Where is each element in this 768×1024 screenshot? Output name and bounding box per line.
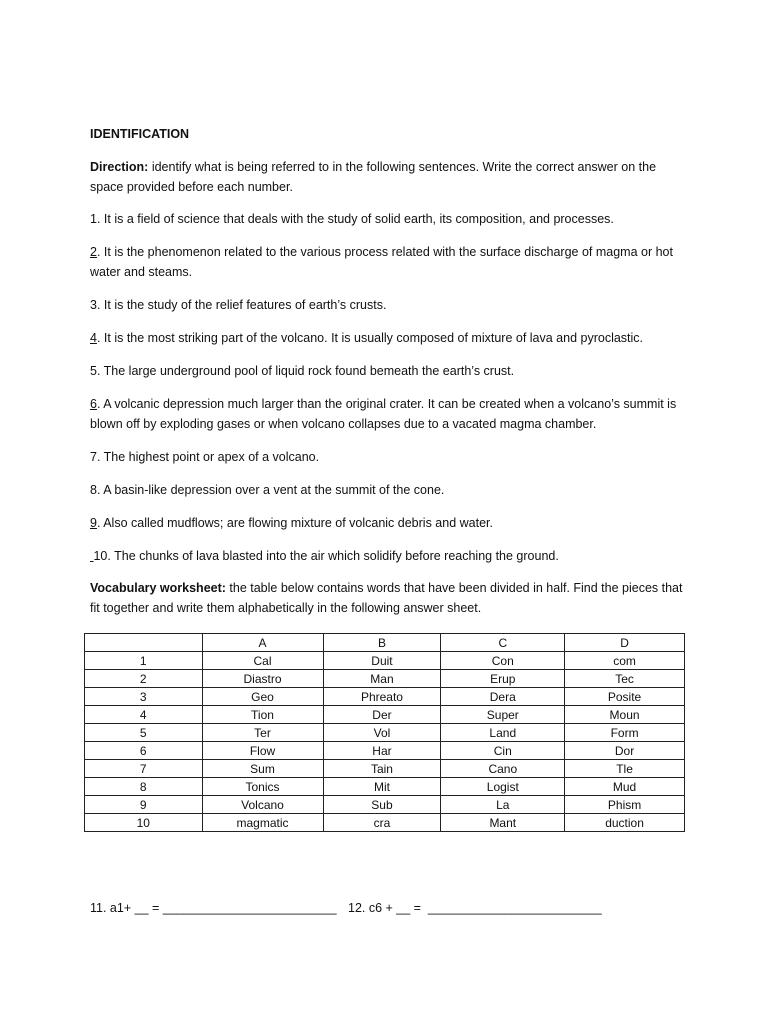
word-cell: Tle <box>565 760 685 778</box>
table-row <box>85 796 685 814</box>
table-row <box>85 742 685 760</box>
question-number: 1 <box>90 212 97 226</box>
row-number-cell: 2 <box>85 670 203 688</box>
word-cell: Tain <box>323 760 441 778</box>
word-cell: Ter <box>202 724 323 742</box>
question-item <box>90 362 686 382</box>
word-cell: Mant <box>441 814 565 832</box>
table-row <box>85 760 685 778</box>
word-cell: Duit <box>323 652 441 670</box>
word-cell: Sub <box>323 796 441 814</box>
answer-line-12[interactable]: 12. c6 + __ = _________________________ <box>348 901 602 915</box>
word-cell: Har <box>323 742 441 760</box>
word-cell: Mud <box>565 778 685 796</box>
word-cell: Cin <box>441 742 565 760</box>
question-text: . The highest point or apex of a volcano. <box>96 450 320 464</box>
question-item <box>90 481 686 501</box>
vocab-text: the table below contains words that have been divided in half. Find the pieces that fit together and write them alphabetically in the following answer sheet. <box>90 581 683 615</box>
question-number: 8 <box>90 483 97 497</box>
word-cell: Tion <box>202 706 323 724</box>
answer-line-11[interactable]: 11. a1+ __ = _________________________ <box>90 901 337 915</box>
word-cell: Flow <box>202 742 323 760</box>
word-cell: Vol <box>323 724 441 742</box>
table-header-row <box>85 634 685 652</box>
word-cell: Cano <box>441 760 565 778</box>
question-number: 6 <box>90 397 97 411</box>
header-cell: A <box>202 634 323 652</box>
word-cell: Mit <box>323 778 441 796</box>
word-cell: Diastro <box>202 670 323 688</box>
table-row <box>85 688 685 706</box>
table-row <box>85 814 685 832</box>
question-number: 7 <box>90 450 97 464</box>
row-number-cell: 6 <box>85 742 203 760</box>
word-cell: Man <box>323 670 441 688</box>
table-row <box>85 706 685 724</box>
word-cell: Form <box>565 724 685 742</box>
header-cell: C <box>441 634 565 652</box>
word-cell: Tonics <box>202 778 323 796</box>
question-text: . A volcanic depression much larger than the original crater. It can be created when a volcano’s summit is blown off by exploding gases or when volcano collapses due to a vacated magma chamber. <box>90 397 677 431</box>
direction-label: Direction: <box>90 160 149 174</box>
word-cell: Cal <box>202 652 323 670</box>
question-text: . It is the study of the relief features of earth’s crusts. <box>96 298 387 312</box>
row-number-cell: 4 <box>85 706 203 724</box>
table-row <box>85 778 685 796</box>
row-number-cell: 9 <box>85 796 203 814</box>
word-cell: Phreato <box>323 688 441 706</box>
question-item <box>90 395 686 434</box>
table-row <box>85 652 685 670</box>
header-cell: B <box>323 634 441 652</box>
word-cell: Moun <box>565 706 685 724</box>
table-row <box>85 670 685 688</box>
question-text: . It is the phenomenon related to the various process related with the surface discharge of magma or hot water and steams. <box>90 245 673 279</box>
word-cell: Con <box>441 652 565 670</box>
table-row <box>85 724 685 742</box>
row-number-cell: 3 <box>85 688 203 706</box>
word-cell: Land <box>441 724 565 742</box>
question-number: 2 <box>90 245 97 259</box>
question-item <box>90 243 686 282</box>
section-heading: IDENTIFICATION <box>90 127 190 141</box>
word-cell: cra <box>323 814 441 832</box>
question-item <box>90 547 686 567</box>
question-number: 10 <box>93 549 108 563</box>
question-item <box>90 448 686 468</box>
vocab-table <box>84 633 685 832</box>
word-cell: Erup <box>441 670 565 688</box>
question-number: 9 <box>90 516 97 530</box>
question-item <box>90 210 686 230</box>
word-cell: Geo <box>202 688 323 706</box>
word-cell: Phism <box>565 796 685 814</box>
word-cell: Super <box>441 706 565 724</box>
question-item <box>90 514 686 534</box>
question-item <box>90 329 686 349</box>
question-number: 5 <box>90 364 97 378</box>
word-cell: La <box>441 796 565 814</box>
vocab-label: Vocabulary worksheet: <box>90 581 226 595</box>
word-cell: Posite <box>565 688 685 706</box>
word-cell: Sum <box>202 760 323 778</box>
direction-paragraph <box>90 158 686 197</box>
header-cell <box>85 634 203 652</box>
word-cell: Dera <box>441 688 565 706</box>
word-cell: Der <box>323 706 441 724</box>
word-cell: com <box>565 652 685 670</box>
row-number-cell: 5 <box>85 724 203 742</box>
word-cell: Volcano <box>202 796 323 814</box>
question-text: . It is the most striking part of the volcano. It is usually composed of mixture of lava and pyroclastic. <box>96 331 644 345</box>
word-cell: Logist <box>441 778 565 796</box>
direction-text: identify what is being referred to in the following sentences. Write the correct answer on the space provided before each number. <box>90 160 657 194</box>
question-text: . It is a field of science that deals with the study of solid earth, its composition, and processes. <box>96 212 614 226</box>
question-number: 4 <box>90 331 97 345</box>
word-cell: duction <box>565 814 685 832</box>
vocab-paragraph <box>90 579 686 618</box>
question-text: . The chunks of lava blasted into the air which solidify before reaching the ground. <box>107 549 559 563</box>
question-text: . A basin-like depression over a vent at the summit of the cone. <box>96 483 445 497</box>
row-number-cell: 1 <box>85 652 203 670</box>
word-cell: Tec <box>565 670 685 688</box>
row-number-cell: 7 <box>85 760 203 778</box>
header-cell: D <box>565 634 685 652</box>
question-text: . The large underground pool of liquid rock found bemeath the earth’s crust. <box>96 364 515 378</box>
question-item <box>90 296 686 316</box>
question-number: 3 <box>90 298 97 312</box>
row-number-cell: 8 <box>85 778 203 796</box>
row-number-cell: 10 <box>85 814 203 832</box>
word-cell: Dor <box>565 742 685 760</box>
word-cell: magmatic <box>202 814 323 832</box>
question-text: . Also called mudflows; are flowing mixture of volcanic debris and water. <box>96 516 493 530</box>
